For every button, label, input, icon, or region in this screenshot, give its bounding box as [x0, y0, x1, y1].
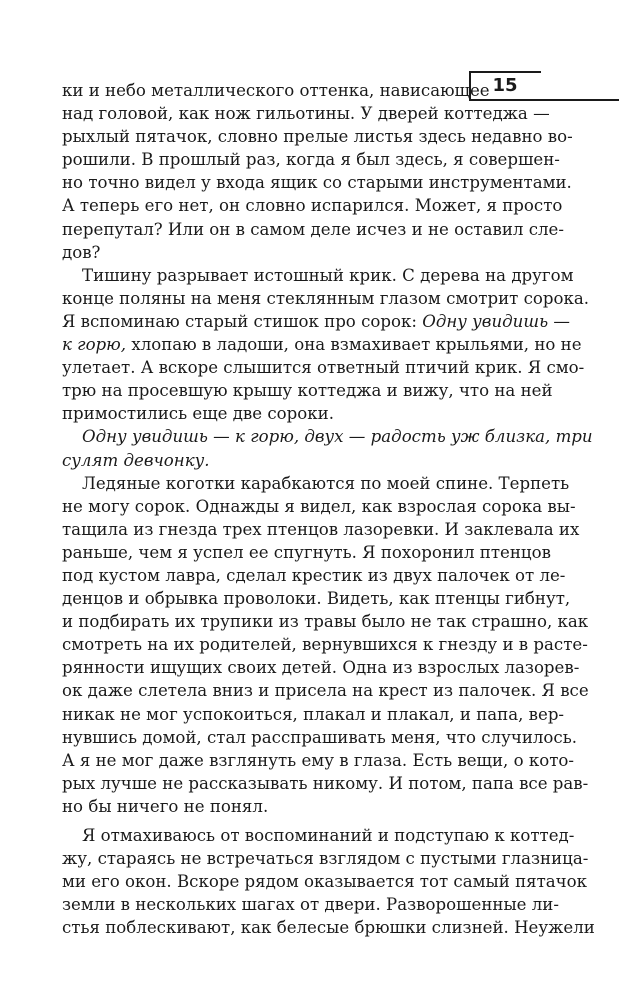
text-line: ок даже слетела вниз и присела на крест из палочек. Я все	[62, 681, 589, 701]
text-line: Одну увидишь — к горю, двух — радость уж близка, три	[82, 427, 593, 447]
text-segment: хлопаю в ладоши, она взмахивает крыльями, но не	[131, 335, 582, 355]
text-line: улетает. А вскоре слышится ответный птичий крик. Я смо-	[62, 358, 585, 378]
text-line: ми его окон. Вскоре рядом оказывается тот самый пятачок	[62, 872, 588, 892]
text-line: смотреть на их родителей, вернувшихся к гнезду и в расте-	[62, 635, 588, 655]
text-line: А я не мог даже взглянуть ему в глаза. Есть вещи, о кото-	[62, 750, 574, 770]
text-line: стья поблескивают, как белесые брюшки слизней. Неужели	[62, 918, 595, 938]
text-line: ки и небо металлического оттенка, нависающее	[62, 81, 490, 100]
text-line: примостились еще две сороки.	[62, 404, 334, 424]
text-line: никак не мог успокоиться, плакал и плакал, и папа, вер-	[62, 704, 565, 724]
text-line: перепутал? Или он в самом деле исчез и не оставил сле-	[62, 219, 564, 239]
text-line: Ледяные коготки карабкаются по моей спине. Терпеть	[82, 473, 570, 493]
text-line: рыхлый пятачок, словно прелые листья здесь недавно во-	[62, 127, 573, 147]
italic-quote: Одну увидишь —	[422, 311, 570, 331]
paragraph-italic	[62, 425, 593, 471]
text-line: раньше, чем я успел ее спугнуть. Я похоронил птенцов	[62, 542, 551, 562]
text-line: но бы ничего не понял.	[62, 796, 269, 816]
text-line: рых лучше не рассказывать никому. И потом, папа все рав-	[62, 773, 589, 793]
text-line: рошили. В прошлый раз, когда я был здесь, я совершен-	[62, 150, 560, 170]
text-line: денцов и обрывка проволоки. Видеть, как птенцы гибнут,	[62, 589, 571, 609]
body-text	[62, 79, 595, 939]
text-line: Я отмахиваюсь от воспоминаний и подступаю к коттед-	[82, 826, 575, 845]
text-line: сулят девчонку.	[62, 450, 210, 470]
text-line: но точно видел у входа ящик со старыми инструментами.	[62, 173, 572, 193]
text-segment: Я вспоминаю старый стишок про сорок:	[62, 311, 417, 331]
italic-quote: к горю,	[62, 335, 127, 355]
text-line: А теперь его нет, он словно испарился. Может, я просто	[62, 196, 563, 216]
text-line: нувшись домой, стал расспрашивать меня, что случилось.	[62, 727, 578, 747]
paragraph	[62, 472, 589, 818]
paragraph	[62, 79, 573, 264]
text-line: дов?	[62, 242, 101, 262]
text-line: земли в нескольких шагах от двери. Разворошенные ли-	[62, 895, 559, 915]
page-number: 15	[492, 75, 518, 96]
text-line	[62, 333, 582, 356]
text-line: под кустом лавра, сделал крестик из двух палочек от ле-	[62, 565, 566, 585]
paragraph	[62, 824, 595, 939]
text-line: над головой, как нож гильотины. У дверей коттеджа —	[62, 104, 550, 124]
text-line: рянности ищущих своих детей. Одна из взрослых лазорев-	[62, 658, 580, 678]
text-line: трю на просевшую крышу коттеджа и вижу, что на ней	[62, 381, 553, 401]
text-line: Тишину разрывает истошный крик. С дерева на другом	[82, 265, 574, 285]
text-line: конце поляны на меня стеклянным глазом смотрит сорока.	[62, 288, 590, 308]
text-line: не могу сорок. Однажды я видел, как взрослая сорока вы-	[62, 496, 576, 516]
text-line	[62, 310, 570, 333]
text-line: тащила из гнезда трех птенцов лазоревки. И заклевала их	[62, 519, 580, 539]
text-line: жу, стараясь не встречаться взглядом с пустыми глазница-	[62, 849, 589, 869]
text-line: и подбирать их трупики из травы было не так страшно, как	[62, 612, 589, 632]
paragraph	[62, 264, 590, 426]
